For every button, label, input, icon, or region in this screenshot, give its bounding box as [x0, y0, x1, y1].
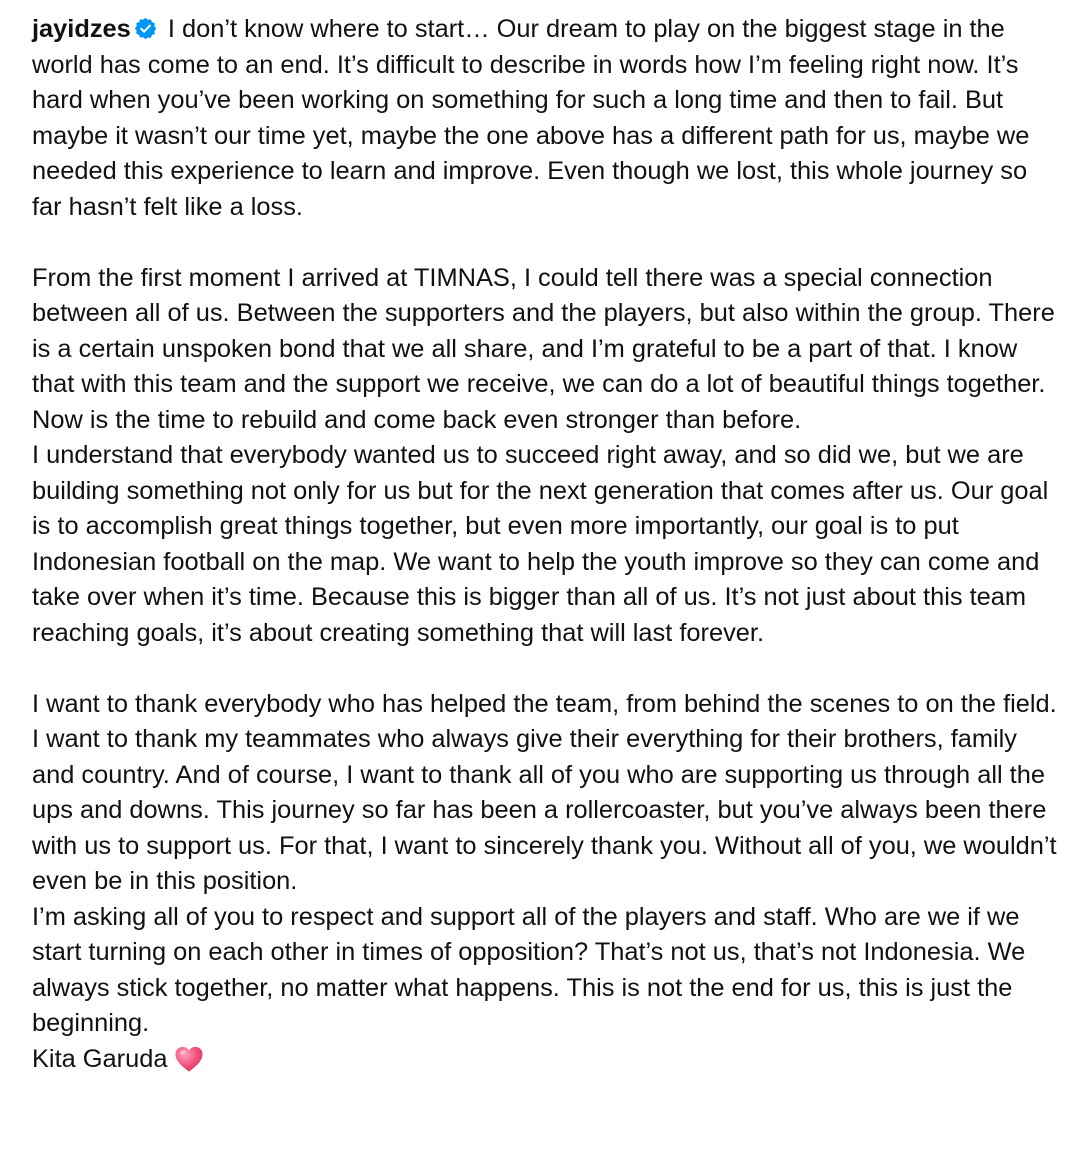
caption-paragraph-6 [32, 1042, 1062, 1078]
caption-paragraph-3: I understand that everybody wanted us to succeed right away, and so did we, but we are building something not only for us but for the next generation that comes after us. Our goal is to accomplish great things together, but even more importantly, our goal is to put Indonesian football on the map. We want to help the youth improve so they can come and take over when it’s time. Because this is bigger than all of us. It’s not just about this team reaching goals, it’s about creating something that will last forever. [32, 441, 1056, 647]
caption-paragraph-1 [32, 12, 1062, 225]
caption-paragraph-4: I want to thank everybody who has helped the team, from behind the scenes to on the field. I want to thank my teammates who always give their everything for their brothers, family and country. And of course, I want to thank all of you who are supporting us through all the ups and downs. This journey so far has been a rollercoaster, but you’ve always been there with us to support us. For that, I want to sincerely thank you. Without all of you, we wouldn’t even be in this position. [32, 689, 1064, 895]
caption-paragraph-5: I’m asking all of you to respect and support all of the players and staff. Who are we if we start turning on each other in times of opposition? That’s not us, that’s not Indonesia. We always stick together, no matter what happens. This is not the end for us, this is just the beginning. [32, 902, 1033, 1037]
paragraph-gap [32, 651, 1062, 687]
caption-paragraph-2: From the first moment I arrived at TIMNAS, I could tell there was a special connection between all of us. Between the supporters and the players, but also within the group. There is a certain unspoken bond that we all share, and I’m grateful to be a part of that. I know that with this team and the support we receive, we can do a lot of beautiful things together. Now is the time to rebuild and come back even stronger than before. [32, 263, 1062, 434]
caption-signoff: Kita Garuda [32, 1044, 168, 1073]
paragraph-gap [32, 225, 1062, 261]
verified-badge-icon [134, 17, 157, 40]
caption-text-1: I don’t know where to start… Our dream to play on the biggest stage in the world has come to an end. It’s difficult to describe in words how I’m feeling right now. It’s hard when you’ve been working on something for such a long time and then to fail. But maybe it wasn’t our time yet, maybe the one above has a different path for us, maybe we needed this experience to learn and improve. Even though we lost, this whole journey so far hasn’t felt like a loss. [32, 15, 1037, 221]
username-link[interactable]: jayidzes [32, 15, 131, 43]
pink-heart-icon [174, 1045, 204, 1073]
post-caption [32, 12, 1062, 1077]
